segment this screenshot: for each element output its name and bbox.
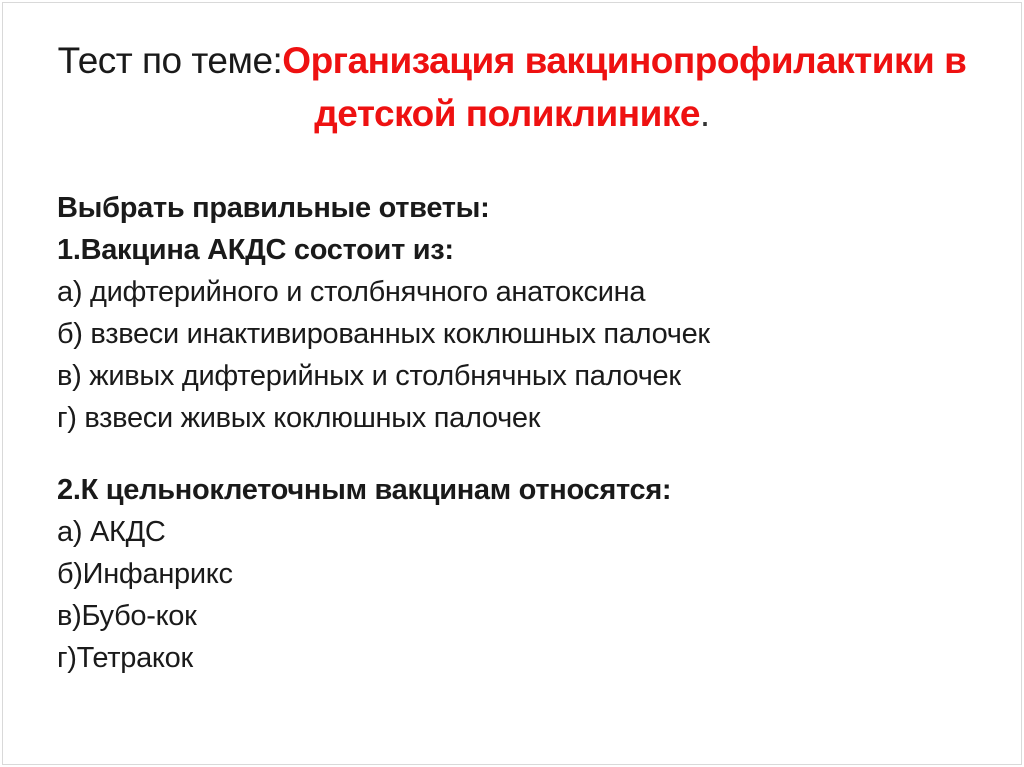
question-1-option-g: г) взвеси живых коклюшных палочек [57,402,541,434]
quiz-body [57,187,1004,679]
question-2-option-b: б)Инфанрикс [57,558,233,590]
question-gap [57,439,1004,469]
question-2-option-v: в)Бубо-кок [57,600,197,632]
title-topic-part1: Организация вакцинопрофилактики в [282,40,967,81]
title-topic-part2: детской поликлинике [314,93,700,134]
question-2-option-g: г)Тетракок [57,642,193,674]
title-line-1 [0,34,1024,87]
question-2-heading: 2.К цельноклеточным вакцинам относятся: [57,474,672,506]
question-1-option-a: а) дифтерийного и столбнячного анатоксина [57,276,646,308]
instruction-text: Выбрать правильные ответы: [57,192,490,224]
question-1-option-b: б) взвеси инактивированных коклюшных палочек [57,318,710,350]
title-period: . [699,93,710,134]
question-1-heading: 1.Вакцина АКДС состоит из: [57,234,454,266]
question-1-option-v: в) живых дифтерийных и столбнячных палочек [57,360,681,392]
question-2-option-a: а) АКДС [57,516,166,548]
title-line-2 [0,87,1024,140]
title-prefix: Тест по теме: [57,40,283,81]
slide-title [0,34,1024,140]
